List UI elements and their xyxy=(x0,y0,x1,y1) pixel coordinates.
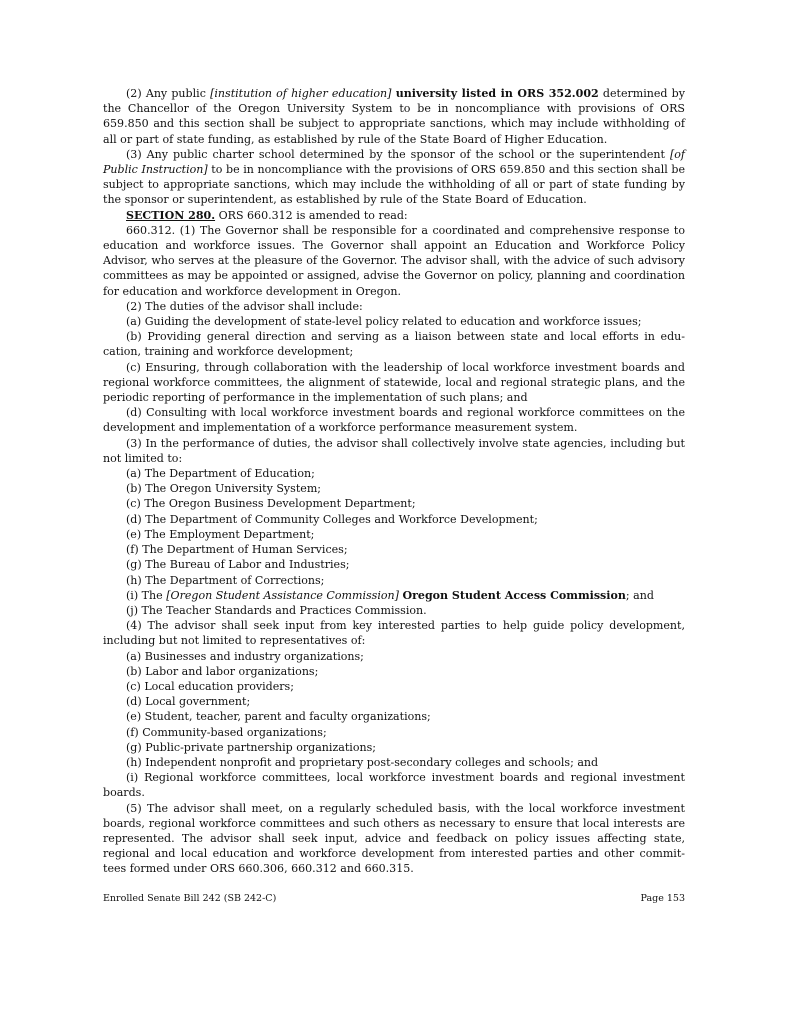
bracketed-deleted-text: [of Public Instruction] xyxy=(103,147,685,177)
text-segment: ; and xyxy=(625,588,654,602)
text-segment: (h) The Department of Corrections; xyxy=(126,573,325,587)
document-body xyxy=(103,86,685,877)
paragraph xyxy=(103,512,685,527)
text-segment: determined by the Chancellor of the Oregon University System to be in noncompliance with provisions of ORS 659.850 and this section shall be subject to appropriate sanctions, which may include withholding of all or part of state funding, as established by rule of the State Board of Higher Education. xyxy=(103,87,685,146)
text-segment: (b) The Oregon University System; xyxy=(126,482,322,496)
text-segment: (a) Businesses and industry organizations; xyxy=(126,649,364,663)
text-segment: (a) The Department of Education; xyxy=(126,467,315,481)
paragraph xyxy=(103,496,685,511)
paragraph xyxy=(103,329,685,359)
bold-text: Oregon Student Access Commission xyxy=(402,588,626,602)
text-segment: (b) Providing general direction and serving as a liaison between state and local efforts in edu-cation, training and workforce development; xyxy=(103,330,685,359)
text-segment: (e) Student, teacher, parent and faculty organizations; xyxy=(126,710,431,724)
paragraph xyxy=(103,299,685,314)
paragraph xyxy=(103,542,685,557)
paragraph xyxy=(103,588,685,603)
paragraph xyxy=(103,573,685,588)
paragraph xyxy=(103,557,685,572)
text-segment: (c) Local education providers; xyxy=(126,679,294,693)
text-segment: ORS 660.312 is amended to read: xyxy=(215,208,408,222)
text-segment: 660.312. (1) The Governor shall be responsible for a coordinated and comprehensive response to education and workforce issues. The Governor shall appoint an Education and Workforce Policy Advisor, who serves at the pleasure of the Governor. The advisor shall, with the advice of such advisory committees as may be appointed or assigned, advise the Governor on policy, planning and coordination for education and workforce development in Oregon. xyxy=(103,223,685,298)
paragraph xyxy=(103,709,685,724)
text-segment: (2) The duties of the advisor shall include: xyxy=(126,299,363,313)
section-heading xyxy=(103,208,685,223)
text-segment: (c) Ensuring, through collaboration with the leadership of local workforce investment boards and regional workforce committees, the alignment of statewide, local and regional strategic plans, and the periodic reporting of performance in the implementation of such plans; and xyxy=(103,360,685,405)
text-segment: (3) Any public charter school determined by the sponsor of the school or the superintendent xyxy=(126,147,670,161)
paragraph xyxy=(103,360,685,406)
paragraph xyxy=(103,694,685,709)
paragraph xyxy=(103,725,685,740)
paragraph xyxy=(103,679,685,694)
text-segment: (d) The Department of Community Colleges and Workforce Development; xyxy=(126,512,538,526)
footer-page-number: Page 153 xyxy=(640,893,685,904)
text-segment: (i) Regional workforce committees, local workforce investment boards and regional investment boards. xyxy=(103,771,685,800)
page-footer xyxy=(103,893,685,904)
text-segment: (e) The Employment Department; xyxy=(126,527,315,541)
paragraph xyxy=(103,86,685,147)
text-segment: (d) Local government; xyxy=(126,695,251,709)
footer-bill-label: Enrolled Senate Bill 242 (SB 242-C) xyxy=(103,893,277,904)
text-segment: (f) Community-based organizations; xyxy=(126,725,327,739)
text-segment: (j) The Teacher Standards and Practices Commission. xyxy=(126,603,427,617)
paragraph xyxy=(103,314,685,329)
text-segment: (a) Guiding the development of state-level policy related to education and workforce issues; xyxy=(126,315,642,329)
text-segment: (3) In the performance of duties, the advisor shall collectively involve state agencies, including but not limited to: xyxy=(103,436,685,465)
paragraph xyxy=(103,740,685,755)
paragraph xyxy=(103,436,685,466)
bracketed-deleted-text: [institution of higher education] xyxy=(210,87,392,100)
text-segment: (f) The Department of Human Services; xyxy=(126,543,348,557)
paragraph xyxy=(103,603,685,618)
text-segment: (4) The advisor shall seek input from key interested parties to help guide policy development, including but not limited to representatives of: xyxy=(103,619,685,648)
bold-text: SECTION 280. xyxy=(126,208,216,222)
text-segment: (i) The xyxy=(126,588,167,602)
paragraph xyxy=(103,223,685,299)
paragraph xyxy=(103,405,685,435)
paragraph xyxy=(103,649,685,664)
text-segment: to be in noncompliance with the provisions of ORS 659.850 and this section shall be subject to appropriate sanctions, which may include the withholding of all or part of state funding by the sponsor or superintendent, as established by rule of the State Board of Education. xyxy=(103,163,685,207)
bracketed-deleted-text: [Oregon Student Assistance Commission] xyxy=(166,588,399,602)
text-segment: (g) The Bureau of Labor and Industries; xyxy=(126,558,350,572)
text-segment: (5) The advisor shall meet, on a regularly scheduled basis, with the local workforce investment boards, regional workforce committees and such others as necessary to ensure that local interests are represented. The advisor shall seek input, advice and feedback on policy issues affecting state, regional and local education and workforce development from interested parties and other commit-tees formed under ORS 660.306, 660.312 and 660.315. xyxy=(103,801,685,876)
paragraph xyxy=(103,664,685,679)
bold-text: university listed in ORS 352.002 xyxy=(395,87,599,100)
text-segment: (d) Consulting with local workforce investment boards and regional workforce committees on the development and implementation of a workforce performance measurement system. xyxy=(103,406,685,435)
text-segment: (g) Public-private partnership organizations; xyxy=(126,740,376,754)
paragraph xyxy=(103,527,685,542)
paragraph xyxy=(103,770,685,800)
text-segment: (h) Independent nonprofit and proprietary post-secondary colleges and schools; and xyxy=(126,755,599,769)
paragraph xyxy=(103,147,685,208)
paragraph xyxy=(103,755,685,770)
paragraph xyxy=(103,481,685,496)
text-segment: (b) Labor and labor organizations; xyxy=(126,664,319,678)
text-segment: (2) Any public xyxy=(126,87,211,100)
paragraph xyxy=(103,466,685,481)
paragraph xyxy=(103,801,685,877)
paragraph xyxy=(103,618,685,648)
text-segment: (c) The Oregon Business Development Department; xyxy=(126,497,416,511)
